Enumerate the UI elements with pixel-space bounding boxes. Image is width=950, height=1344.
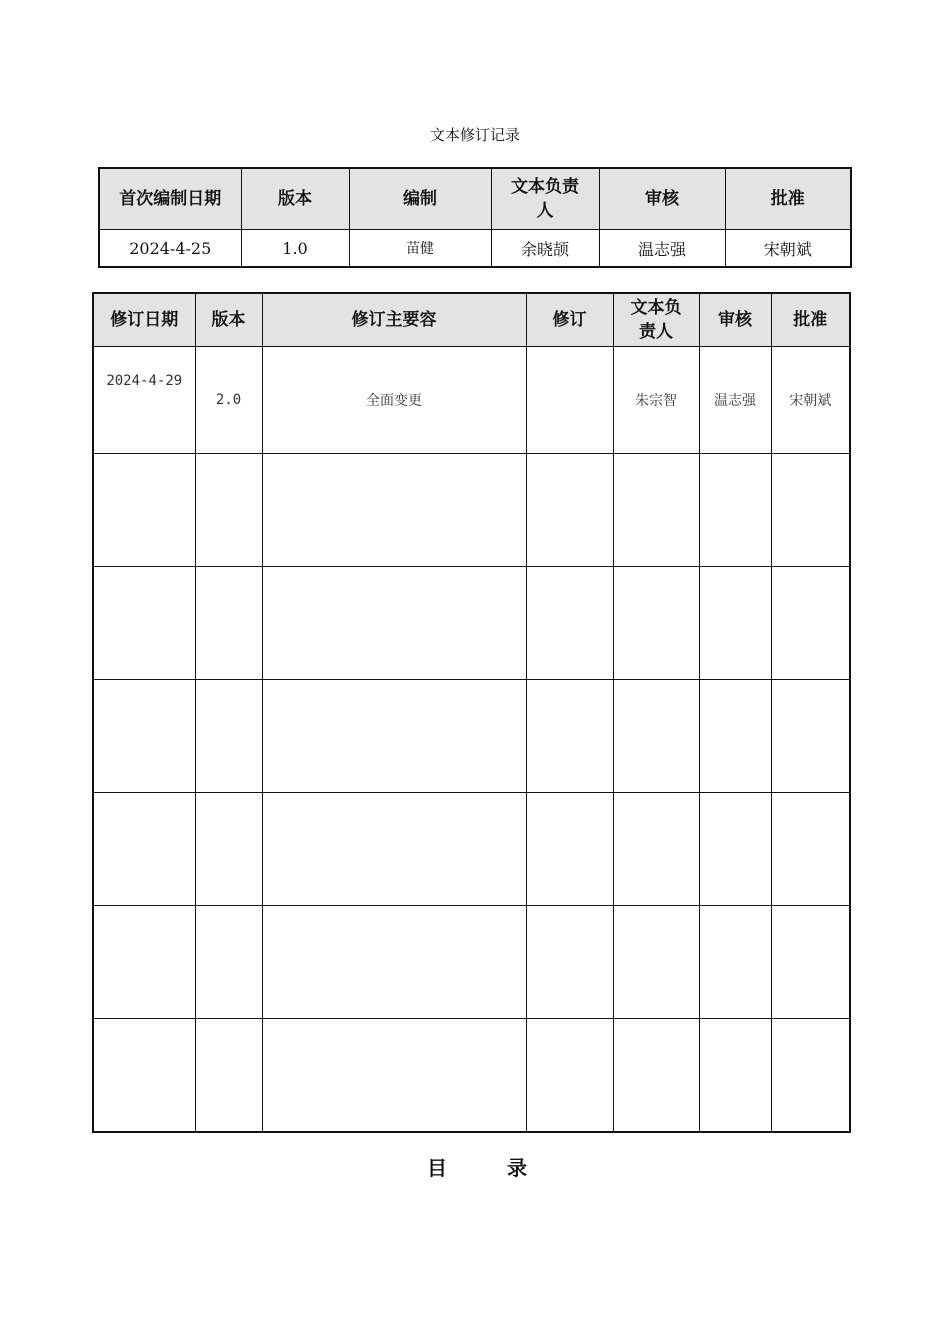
cell-revision-content: 全面变更	[262, 347, 526, 454]
empty-cell	[699, 454, 771, 567]
header-revision-content: 修订主要容	[262, 293, 526, 347]
table-row	[93, 567, 850, 680]
empty-cell	[93, 680, 195, 793]
empty-cell	[195, 567, 262, 680]
empty-cell	[195, 454, 262, 567]
table-row	[93, 680, 850, 793]
empty-cell	[93, 454, 195, 567]
table-row	[93, 1019, 850, 1133]
empty-cell	[526, 680, 613, 793]
header-review: 审核	[599, 168, 725, 230]
empty-cell	[195, 1019, 262, 1133]
cell-text-owner: 余晓颉	[491, 230, 599, 268]
empty-cell	[613, 793, 699, 906]
empty-cell	[262, 567, 526, 680]
header-revision-date: 修订日期	[93, 293, 195, 347]
cell-text-owner: 朱宗智	[613, 347, 699, 454]
empty-cell	[613, 567, 699, 680]
empty-cell	[262, 680, 526, 793]
empty-cell	[771, 454, 850, 567]
empty-cell	[613, 680, 699, 793]
empty-cell	[771, 1019, 850, 1133]
header-text-owner: 文本负责人	[491, 168, 599, 230]
cell-approver: 宋朝斌	[771, 347, 850, 454]
toc-heading-char-2: 录	[507, 1156, 527, 1180]
cell-reviewer: 温志强	[599, 230, 725, 268]
revision-table	[92, 292, 851, 1133]
empty-cell	[93, 567, 195, 680]
cell-version: 1.0	[241, 230, 349, 268]
header-editor: 编制	[349, 168, 491, 230]
header-text-owner: 文本负责人	[613, 293, 699, 347]
empty-cell	[195, 680, 262, 793]
cell-version: 2.0	[195, 347, 262, 454]
revision-table-header-row	[93, 293, 850, 347]
empty-cell	[771, 906, 850, 1019]
cell-reviewer: 温志强	[699, 347, 771, 454]
empty-cell	[699, 680, 771, 793]
header-first-edit-date: 首次编制日期	[99, 168, 241, 230]
first-edition-table	[98, 167, 852, 268]
empty-cell	[771, 567, 850, 680]
empty-cell	[195, 906, 262, 1019]
empty-cell	[699, 906, 771, 1019]
empty-cell	[262, 906, 526, 1019]
table-row	[93, 906, 850, 1019]
empty-cell	[613, 1019, 699, 1133]
document-title: 文本修订记录	[429, 126, 520, 144]
empty-cell	[93, 793, 195, 906]
header-version: 版本	[195, 293, 262, 347]
empty-cell	[613, 454, 699, 567]
empty-cell	[526, 1019, 613, 1133]
empty-cell	[771, 680, 850, 793]
empty-cell	[699, 567, 771, 680]
cell-approver: 宋朝斌	[725, 230, 851, 268]
header-review: 审核	[699, 293, 771, 347]
empty-cell	[526, 567, 613, 680]
header-approve: 批准	[725, 168, 851, 230]
empty-cell	[699, 1019, 771, 1133]
table-row	[93, 793, 850, 906]
cell-revision-date: 2024-4-29	[93, 347, 195, 454]
header-approve: 批准	[771, 293, 850, 347]
empty-cell	[526, 906, 613, 1019]
table-of-contents-heading	[427, 1152, 527, 1181]
table-row	[93, 347, 850, 454]
header-version: 版本	[241, 168, 349, 230]
empty-cell	[262, 793, 526, 906]
empty-cell	[93, 1019, 195, 1133]
header-reviser: 修订	[526, 293, 613, 347]
empty-cell	[613, 906, 699, 1019]
first-table-header-row	[99, 168, 851, 230]
empty-cell	[195, 793, 262, 906]
empty-cell	[526, 454, 613, 567]
empty-cell	[699, 793, 771, 906]
toc-heading-char-1: 目	[427, 1156, 447, 1180]
table-row	[93, 454, 850, 567]
empty-cell	[93, 906, 195, 1019]
cell-reviser	[526, 347, 613, 454]
empty-cell	[771, 793, 850, 906]
table-row	[99, 230, 851, 268]
empty-cell	[262, 1019, 526, 1133]
empty-cell	[526, 793, 613, 906]
empty-cell	[262, 454, 526, 567]
cell-first-edit-date: 2024-4-25	[99, 230, 241, 268]
cell-editor: 苗健	[349, 230, 491, 268]
